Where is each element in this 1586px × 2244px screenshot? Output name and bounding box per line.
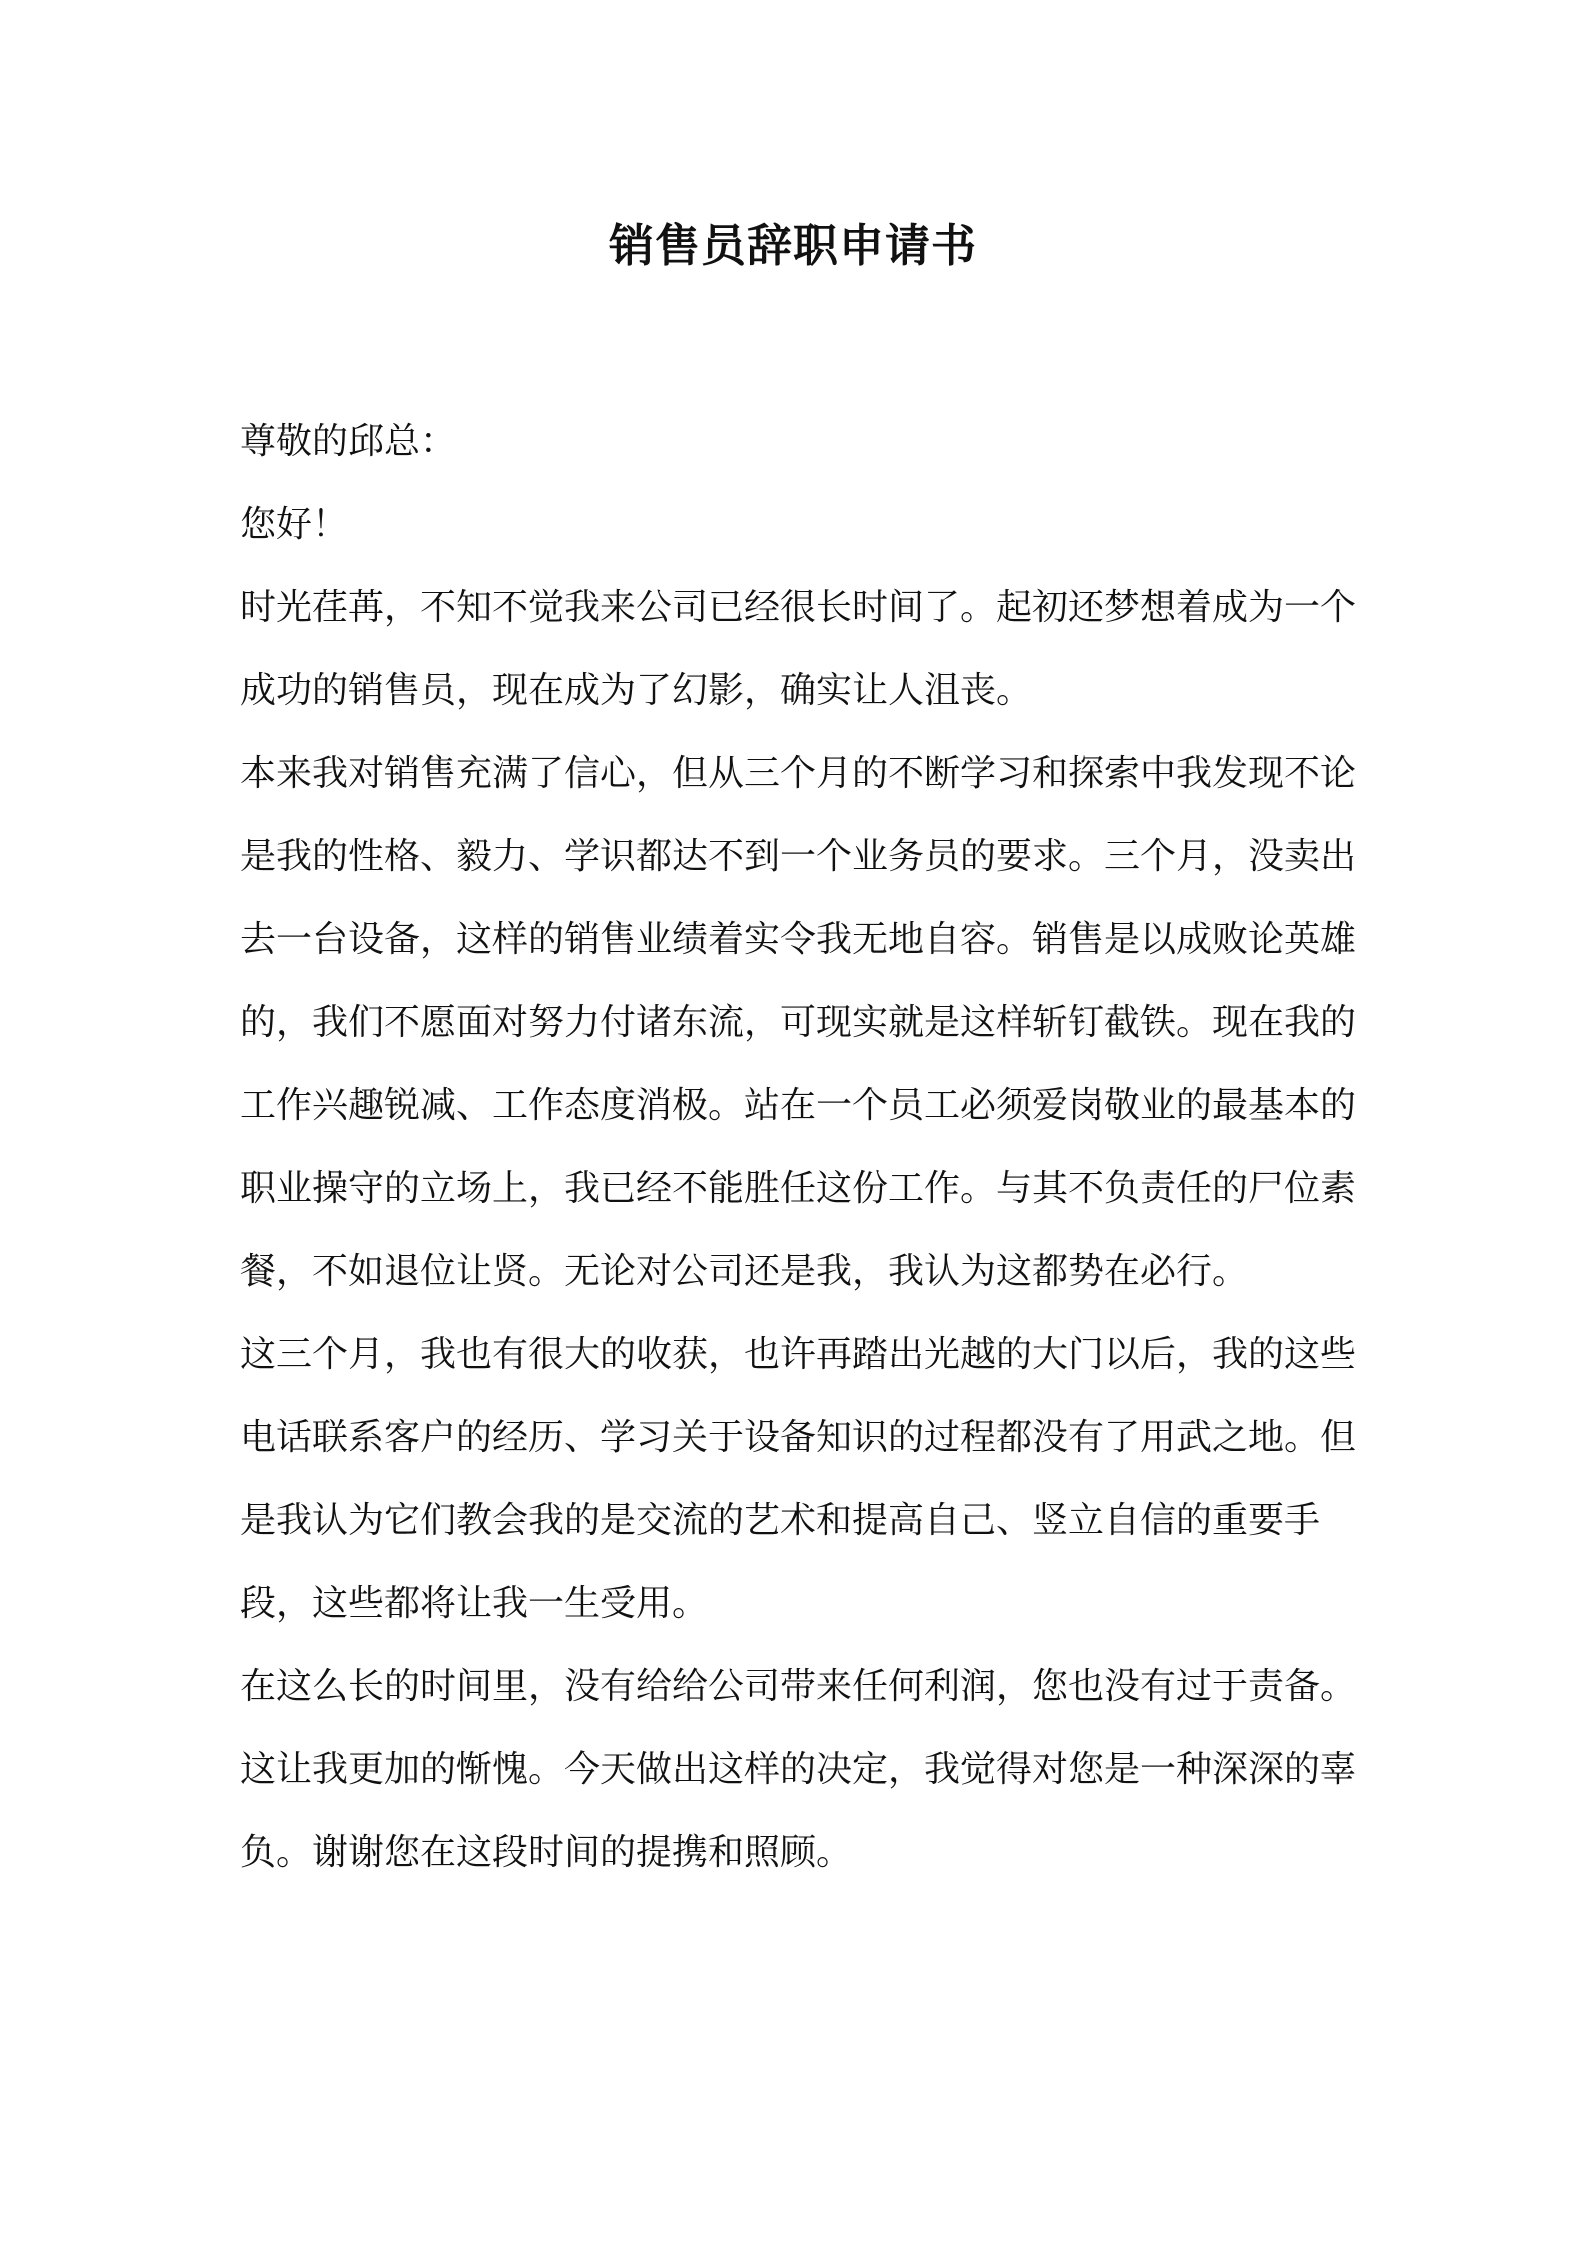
paragraph-4: 在这么长的时间里，没有给给公司带来任何利润，您也没有过于责备。这让我更加的惭愧。今天做出这样的决定，我觉得对您是一种深深的辜负。谢谢您在这段时间的提携和照顾。 [240,1666,1357,1873]
paragraph-1: 时光荏苒，不知不觉我来公司已经很长时间了。起初还梦想着成为一个成功的销售员，现在成为了幻影，确实让人沮丧。 [240,587,1357,711]
salutation: 尊敬的邱总： [240,421,457,462]
document-body [240,400,1362,1894]
greeting: 您好！ [240,504,349,545]
paragraph-2: 本来我对销售充满了信心，但从三个月的不断学习和探索中我发现不论是我的性格、毅力、学识都达不到一个业务员的要求。三个月，没卖出去一台设备，这样的销售业绩着实令我无地自容。销售是以成败论英雄的，我们不愿面对努力付诸东流，可现实就是这样斩钉截铁。现在我的工作兴趣锐减、工作态度消极。站在一个员工必须爱岗敬业的最基本的职业操守的立场上，我已经不能胜任这份工作。与其不负责任的尸位素餐，不如退位让贤。无论对公司还是我，我认为这都势在必行。 [240,753,1357,1292]
document-title: 销售员辞职申请书 [608,219,977,272]
paragraph-3: 这三个月，我也有很大的收获，也许再踏出光越的大门以后，我的这些电话联系客户的经历、学习关于设备知识的过程都没有了用武之地。但是我认为它们教会我的是交流的艺术和提高自己、竖立自信的重要手段，这些都将让我一生受用。 [240,1334,1357,1624]
